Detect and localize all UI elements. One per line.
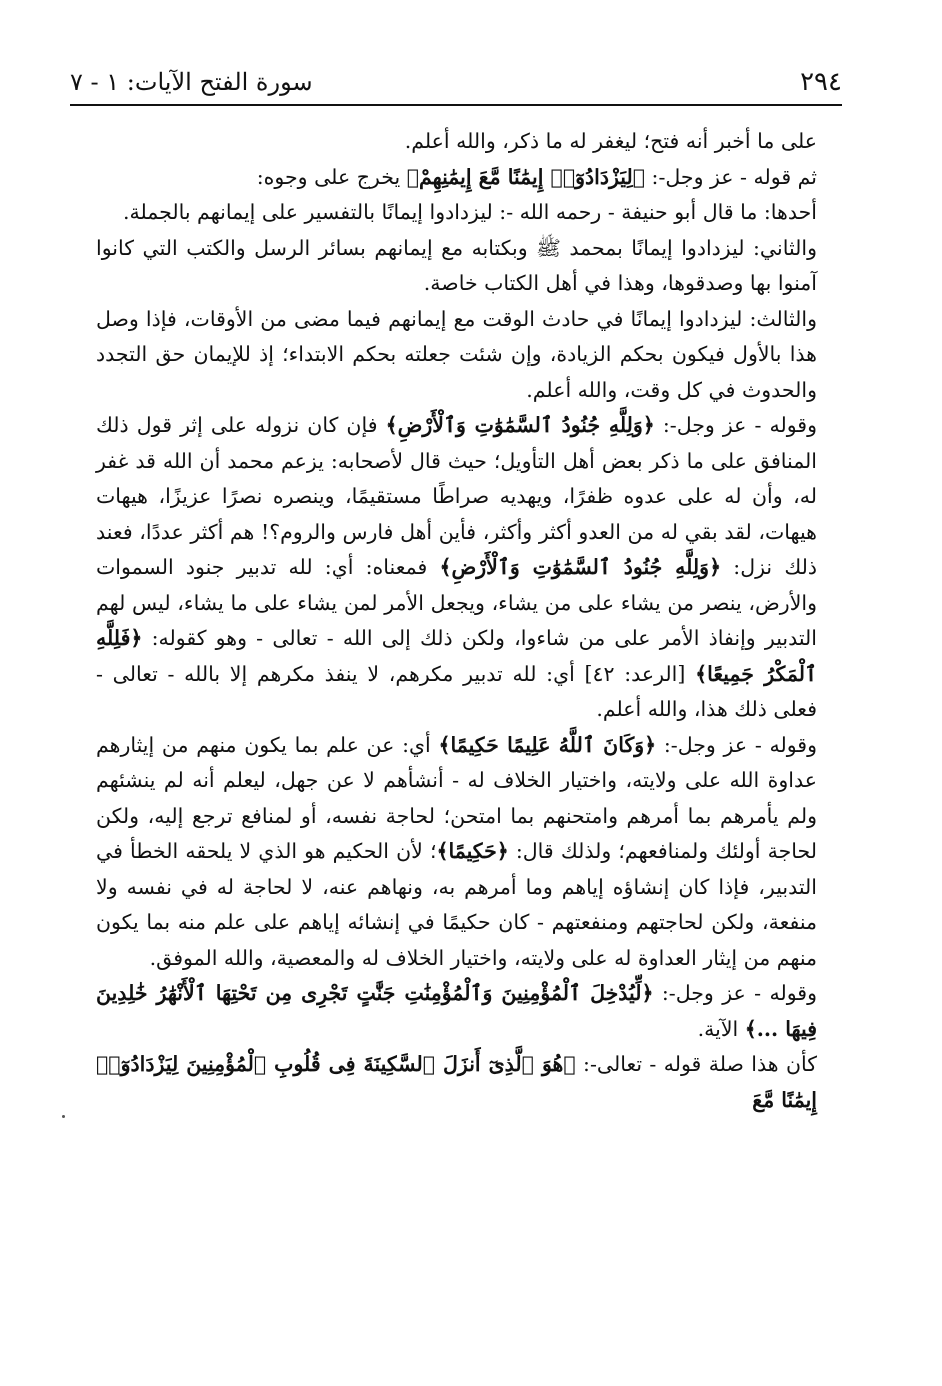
margin-mark [62,1115,65,1118]
paragraph-text: أي: عن علم بما يكون منهم من إيثارهم عداوة الله على ولايته، واختيار الخلاف له - أنشأهم لا عن جهل، ليعلم أنه لم ينشئهم ولم يأمرهم بما أمرهم وامتحنهم بما امتحن؛ لحاجة نفسه، أو لمنافع ترجع إليه، ولكن لحاجة أولئك ولمنافعهم؛ ولذلك قال: [96,732,817,863]
paragraph [96,302,817,409]
paragraph-text: ؛ لأن الحكيم هو الذي لا يلحقه الخطأ في التدبير، فإذا كان إنشاؤه إياهم وما أمرهم به، ونهاهم عنه، لا لحاجة له في نفسه ولا منفعة، ولكن لحاجتهم ومنفعتهم - كان حكيمًا في إنشائه إياهم على علم منه بما يكون منهم من إيثار العداوة له على ولايته، واختيار الخلاف له والمعصية، والله الموفق. [96,839,817,970]
quran-verse: ﴿وَكَانَ ٱللَّهُ عَلِيمًا حَكِيمًا﴾ [438,732,657,757]
paragraph-text: يخرج على وجوه: [256,164,407,189]
paragraph-text: فإن كان نزوله على إثر قول ذلك المنافق على ما ذكر بعض أهل التأويل؛ حيث قال لأصحابه: يزعم محمد أن الله قد غفر له، وأن له على عدوه ظفرًا، ويهديه صراطًا مستقيمًا، وينصره نصرًا عزيزًا، هيهات هيهات، لقد بقي له من العدو أكثر وأكثر، فأين أهل فارس والروم؟! هم أكثر عددًا، فعند ذلك نزل: [96,413,817,579]
paragraph [96,728,817,977]
paragraph-text: والثالث: ليزدادوا إيمانًا في حادث الوقت مع إيمانهم فيما مضى من الأوقات، فإذا وصل هذا بالأول فيكون بحكم الزيادة، وإن شئت جعلته بحكم الابتداء؛ إذ للإيمان حق التجدد والحدوث في كل وقت، والله أعلم. [96,306,817,402]
paragraph [96,231,817,302]
paragraph [96,1047,817,1118]
quran-verse: ﴿حَكِيمًا﴾ [436,839,509,863]
paragraph-text: وقوله - عز وجل-: [654,413,818,437]
quran-verse: ﴿فَلِلَّهِ ٱلْمَكْرُ جَمِيعًا﴾ [96,626,817,686]
page-number: ٢٩٤ [800,67,842,97]
paragraph-text: وقوله - عز وجل-: [656,732,817,757]
body-text [96,124,817,1118]
paragraph-text: على ما أخبر أنه فتح؛ ليغفر له ما ذكر، والله أعلم. [404,129,817,153]
paragraph [96,408,817,728]
quran-verse: ﴿هُوَ ٱلَّذِىٓ أَنزَلَ ٱلسَّكِينَةَ فِى قُلُوبِ ٱلْمُؤْمِنِينَ لِيَزْدَادُوٓا۟ إِيمَٰنًا مَّعَ [96,1052,817,1112]
paragraph-text: الآية. [697,1016,745,1041]
paragraph-text: ثم قوله - عز وجل-: [645,164,817,189]
quran-verse: ﴿لِّيُدْخِلَ ٱلْمُؤْمِنِينَ وَٱلْمُؤْمِنَٰتِ جَنَّٰتٍ تَجْرِى مِن تَحْتِهَا ٱلْأَنْهَٰرُ خَٰلِدِينَ فِيهَا ...﴾ [96,981,817,1041]
paragraph [96,976,817,1047]
paragraph-text: فمعناه: أي: لله تدبير جنود السموات والأرض، ينصر من يشاء على من يشاء، ويجعل الأمر لمن يشاء على ما يشاء، ليس لهم التدبير وإنفاذ الأمر على من شاءوا، ولكن ذلك إلى الله - تعالى - وهو كقوله: [96,555,817,650]
paragraph-text: كأن هذا صلة قوله - تعالى-: [575,1052,817,1076]
paragraph-text: [الرعد: ٤٢] أي: لله تدبير مكرهم، لا ينفذ مكرهم إلا بالله - تعالى - فعلى ذلك هذا، والله أعلم. [96,661,817,721]
paragraph [96,160,817,196]
quran-verse: ﴿وَلِلَّهِ جُنُودُ ٱلسَّمَٰوَٰتِ وَٱلْأَرْضِ﴾ [385,413,655,437]
paragraph [96,124,817,160]
page-header [70,60,842,104]
paragraph-text: والثاني: ليزدادوا إيمانًا بمحمد ﷺ وبكتابه مع إيمانهم بسائر الرسل والكتب التي كانوا آمنوا بها وصدقوها، وهذا في أهل الكتاب خاصة. [96,235,817,295]
header-divider [70,104,842,106]
paragraph-text: أحدها: ما قال أبو حنيفة - رحمه الله -: ليزدادوا إيمانًا بالتفسير على إيمانهم بالجملة. [122,200,817,224]
quran-verse: ﴿وَلِلَّهِ جُنُودُ ٱلسَّمَٰوَٰتِ وَٱلْأَرْضِ﴾ [439,555,722,579]
quran-verse: ﴿لِيَزْدَادُوٓا۟ إِيمَٰنًا مَّعَ إِيمَٰنِهِمْ﴾ [406,164,646,189]
running-title: سورة الفتح الآيات: ١ - ٧ [70,68,313,96]
paragraph-text: وقوله - عز وجل-: [653,981,817,1005]
paragraph [96,195,817,231]
